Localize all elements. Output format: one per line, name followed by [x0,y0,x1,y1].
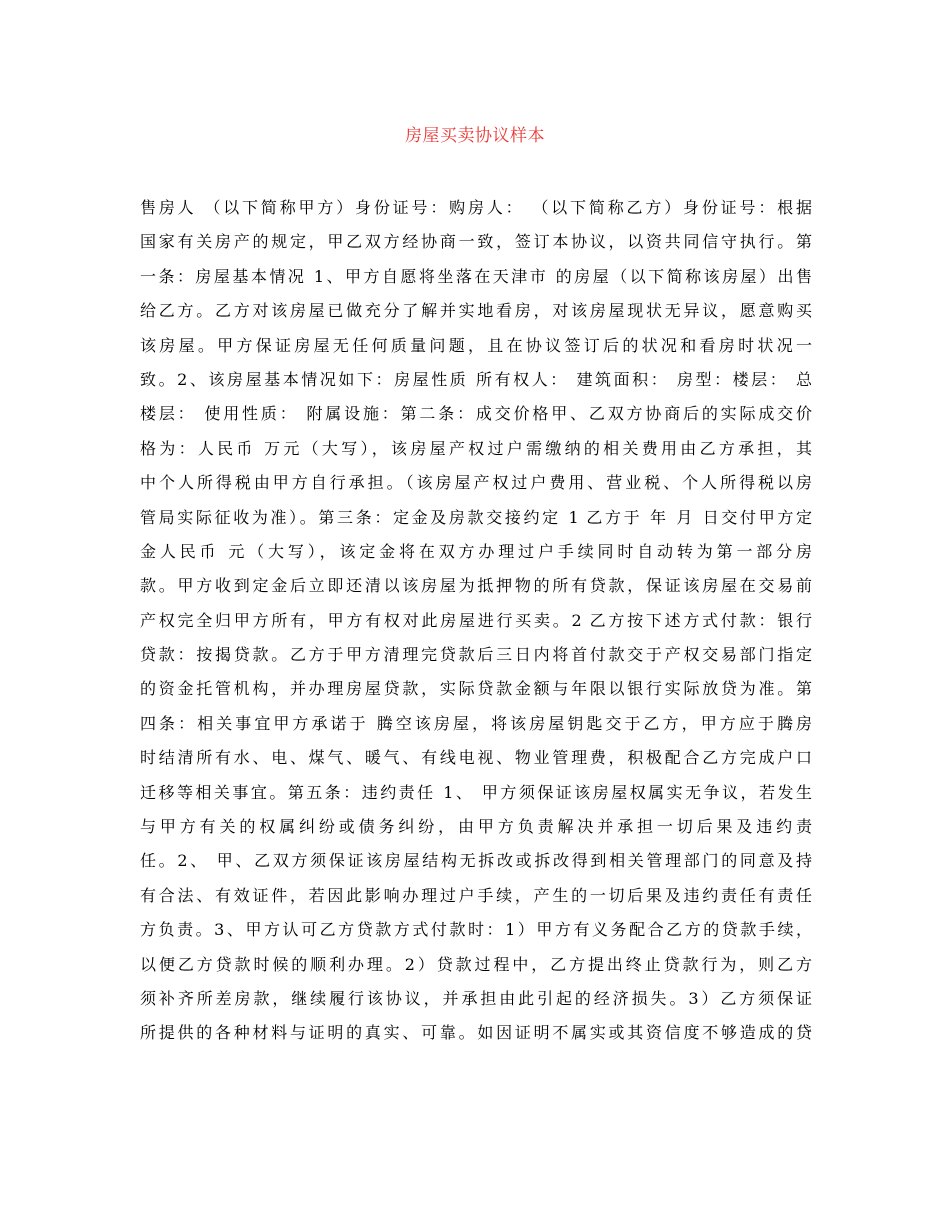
body-line: 楼层： 使用性质： 附属设施：第二条：成交价格甲、乙双方协商后的实际成交价 [140,404,812,424]
body-line: 任。2、 甲、乙双方须保证该房屋结构无拆改或拆改得到相关管理部门的同意及持 [140,851,812,871]
body-line: 款。甲方收到定金后立即还清以该房屋为抵押物的所有贷款，保证该房屋在交易前 [140,576,812,596]
body-line: 所提供的各种材料与证明的真实、可靠。如因证明不属实或其资信度不够造成的贷 [140,1023,812,1043]
body-line: 格为：人民币 万元（大写），该房屋产权过户需缴纳的相关费用由乙方承担，其 [140,438,812,458]
body-line: 的资金托管机构，并办理房屋贷款，实际贷款金额与年限以银行实际放贷为准。第 [140,679,812,699]
body-line: 时结清所有水、电、煤气、暖气、有线电视、物业管理费，积极配合乙方完成户口 [140,748,812,768]
body-line: 给乙方。乙方对该房屋已做充分了解并实地看房，对该房屋现状无异议，愿意购买 [140,301,812,321]
body-line: 方负责。3、甲方认可乙方贷款方式付款时：1）甲方有义务配合乙方的贷款手续， [140,920,812,940]
body-line: 国家有关房产的规定，甲乙双方经协商一致，签订本协议，以资共同信守执行。第 [140,232,812,252]
document-body [140,191,812,1051]
document-title: 房屋买卖协议样本 [405,126,545,146]
body-line: 致。2、该房屋基本情况如下：房屋性质 所有权人： 建筑面积： 房型：楼层： 总 [140,369,812,389]
body-line: 中个人所得税由甲方自行承担。（该房屋产权过户费用、营业税、个人所得税以房 [140,473,812,493]
body-line: 管局实际征收为准）。第三条：定金及房款交接约定 1 乙方于 年 月 日交付甲方定 [140,507,812,527]
body-line: 有合法、有效证件，若因此影响办理过户手续，产生的一切后果及违约责任有责任 [140,885,812,905]
body-line: 该房屋。甲方保证房屋无任何质量问题，且在协议签订后的状况和看房时状况一 [140,335,812,355]
body-line: 产权完全归甲方所有，甲方有权对此房屋进行买卖。2 乙方按下述方式付款：银行 [140,610,812,630]
body-line: 须补齐所差房款，继续履行该协议，并承担由此引起的经济损失。3）乙方须保证 [140,988,812,1008]
body-line: 以便乙方贷款时候的顺利办理。2）贷款过程中，乙方提出终止贷款行为，则乙方 [140,954,812,974]
body-line: 四条：相关事宜甲方承诺于 腾空该房屋，将该房屋钥匙交于乙方，甲方应于腾房 [140,713,812,733]
body-line: 金人民币 元（大写），该定金将在双方办理过户手续同时自动转为第一部分房 [140,541,812,561]
body-line: 一条：房屋基本情况 1、甲方自愿将坐落在天津市 的房屋（以下简称该房屋）出售 [140,266,812,286]
body-line: 售房人 （以下简称甲方）身份证号：购房人： （以下简称乙方）身份证号：根据 [140,198,812,217]
body-line: 迁移等相关事宜。第五条：违约责任 1、 甲方须保证该房屋权属实无争议，若发生 [140,782,812,802]
body-line: 贷款：按揭贷款。乙方于甲方清理完贷款后三日内将首付款交于产权交易部门指定 [140,645,812,665]
body-line: 与甲方有关的权属纠纷或债务纠纷，由甲方负责解决并承担一切后果及违约责 [140,817,812,837]
